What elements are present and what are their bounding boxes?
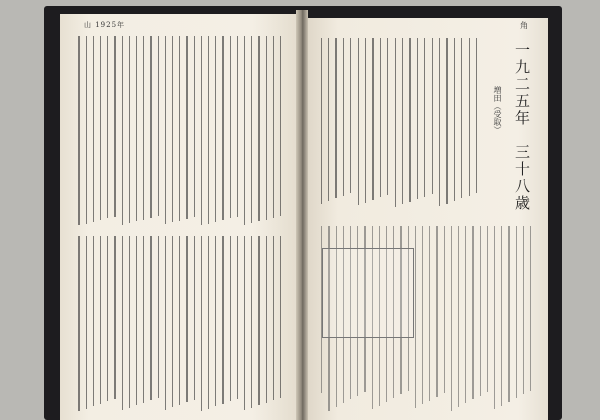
text-line: [186, 36, 187, 219]
text-line: [402, 38, 403, 204]
text-line: [201, 236, 202, 411]
book-gutter: [296, 10, 308, 420]
text-line: [215, 36, 216, 222]
text-line: [480, 226, 481, 396]
text-line: [86, 236, 87, 409]
text-line: [273, 36, 274, 218]
text-line: [222, 36, 223, 220]
text-line: [78, 236, 79, 411]
text-line: [172, 36, 173, 222]
text-line: [429, 226, 430, 401]
text-line: [86, 36, 87, 224]
text-line: [409, 38, 410, 202]
text-line: [129, 36, 130, 223]
text-line: [280, 236, 281, 398]
text-line: [201, 36, 202, 225]
text-line: [158, 236, 159, 398]
text-line: [208, 236, 209, 409]
text-line: [237, 236, 238, 399]
text-line: [122, 236, 123, 410]
text-line: [395, 38, 396, 207]
right-page-upper-text-block: [316, 38, 482, 208]
text-line: [321, 38, 322, 204]
text-line: [165, 36, 166, 224]
text-line: [454, 38, 455, 201]
text-line: [523, 226, 524, 394]
text-line: [215, 236, 216, 406]
text-line: [328, 38, 329, 201]
text-line: [451, 226, 452, 411]
left-page-lower-text-block: [72, 236, 286, 412]
text-line: [107, 36, 108, 218]
text-line: [487, 226, 488, 392]
text-line: [114, 36, 115, 217]
text-line: [165, 236, 166, 410]
section-subheading: 増田（受取）: [493, 86, 502, 134]
text-line: [461, 38, 462, 198]
text-line: [107, 236, 108, 401]
text-line: [424, 38, 425, 197]
text-line: [244, 36, 245, 225]
right-page-note-box: [322, 248, 414, 338]
text-line: [432, 38, 433, 194]
text-line: [143, 36, 144, 220]
text-line: [258, 36, 259, 221]
text-line: [266, 36, 267, 220]
text-line: [172, 236, 173, 407]
text-line: [516, 226, 517, 398]
text-line: [93, 36, 94, 222]
text-line: [136, 236, 137, 405]
text-line: [78, 36, 79, 225]
text-line: [469, 38, 470, 196]
text-line: [266, 236, 267, 403]
text-line: [186, 236, 187, 402]
text-line: [179, 236, 180, 405]
text-line: [343, 38, 344, 196]
left-page-header: ⼭ 1925年: [84, 21, 126, 29]
text-line: [143, 236, 144, 403]
text-line: [417, 38, 418, 199]
text-line: [194, 236, 195, 400]
text-line: [194, 36, 195, 217]
text-line: [251, 236, 252, 408]
text-line: [415, 226, 416, 408]
text-line: [158, 36, 159, 216]
text-line: [380, 38, 381, 197]
right-page-header: ⻆: [520, 21, 528, 30]
text-line: [458, 226, 459, 407]
text-line: [114, 236, 115, 399]
text-line: [273, 236, 274, 400]
text-line: [208, 36, 209, 224]
text-line: [100, 36, 101, 220]
text-line: [280, 36, 281, 216]
text-line: [335, 38, 336, 198]
left-page-text-block: [72, 36, 286, 226]
text-line: [436, 226, 437, 397]
text-line: [465, 226, 466, 403]
text-line: [100, 236, 101, 404]
text-line: [530, 226, 531, 391]
text-line: [244, 236, 245, 410]
text-line: [444, 226, 445, 393]
text-line: [387, 38, 388, 195]
text-line: [230, 236, 231, 401]
text-line: [350, 38, 351, 193]
text-line: [93, 236, 94, 406]
text-line: [365, 38, 366, 203]
text-line: [372, 38, 373, 200]
text-line: [508, 226, 509, 402]
text-line: [122, 36, 123, 225]
text-line: [476, 38, 477, 193]
text-line: [179, 36, 180, 221]
text-line: [222, 236, 223, 404]
text-line: [501, 226, 502, 406]
text-line: [494, 226, 495, 409]
text-line: [422, 226, 423, 404]
text-line: [472, 226, 473, 399]
text-line: [251, 36, 252, 223]
text-line: [258, 236, 259, 405]
text-line: [150, 236, 151, 400]
text-line: [129, 236, 130, 408]
text-line: [230, 36, 231, 218]
text-line: [439, 38, 440, 206]
text-line: [150, 36, 151, 218]
text-line: [446, 38, 447, 204]
text-line: [136, 36, 137, 221]
text-line: [237, 36, 238, 217]
text-line: [358, 38, 359, 205]
chapter-title: 一九二五年 三十八歳: [513, 42, 531, 212]
